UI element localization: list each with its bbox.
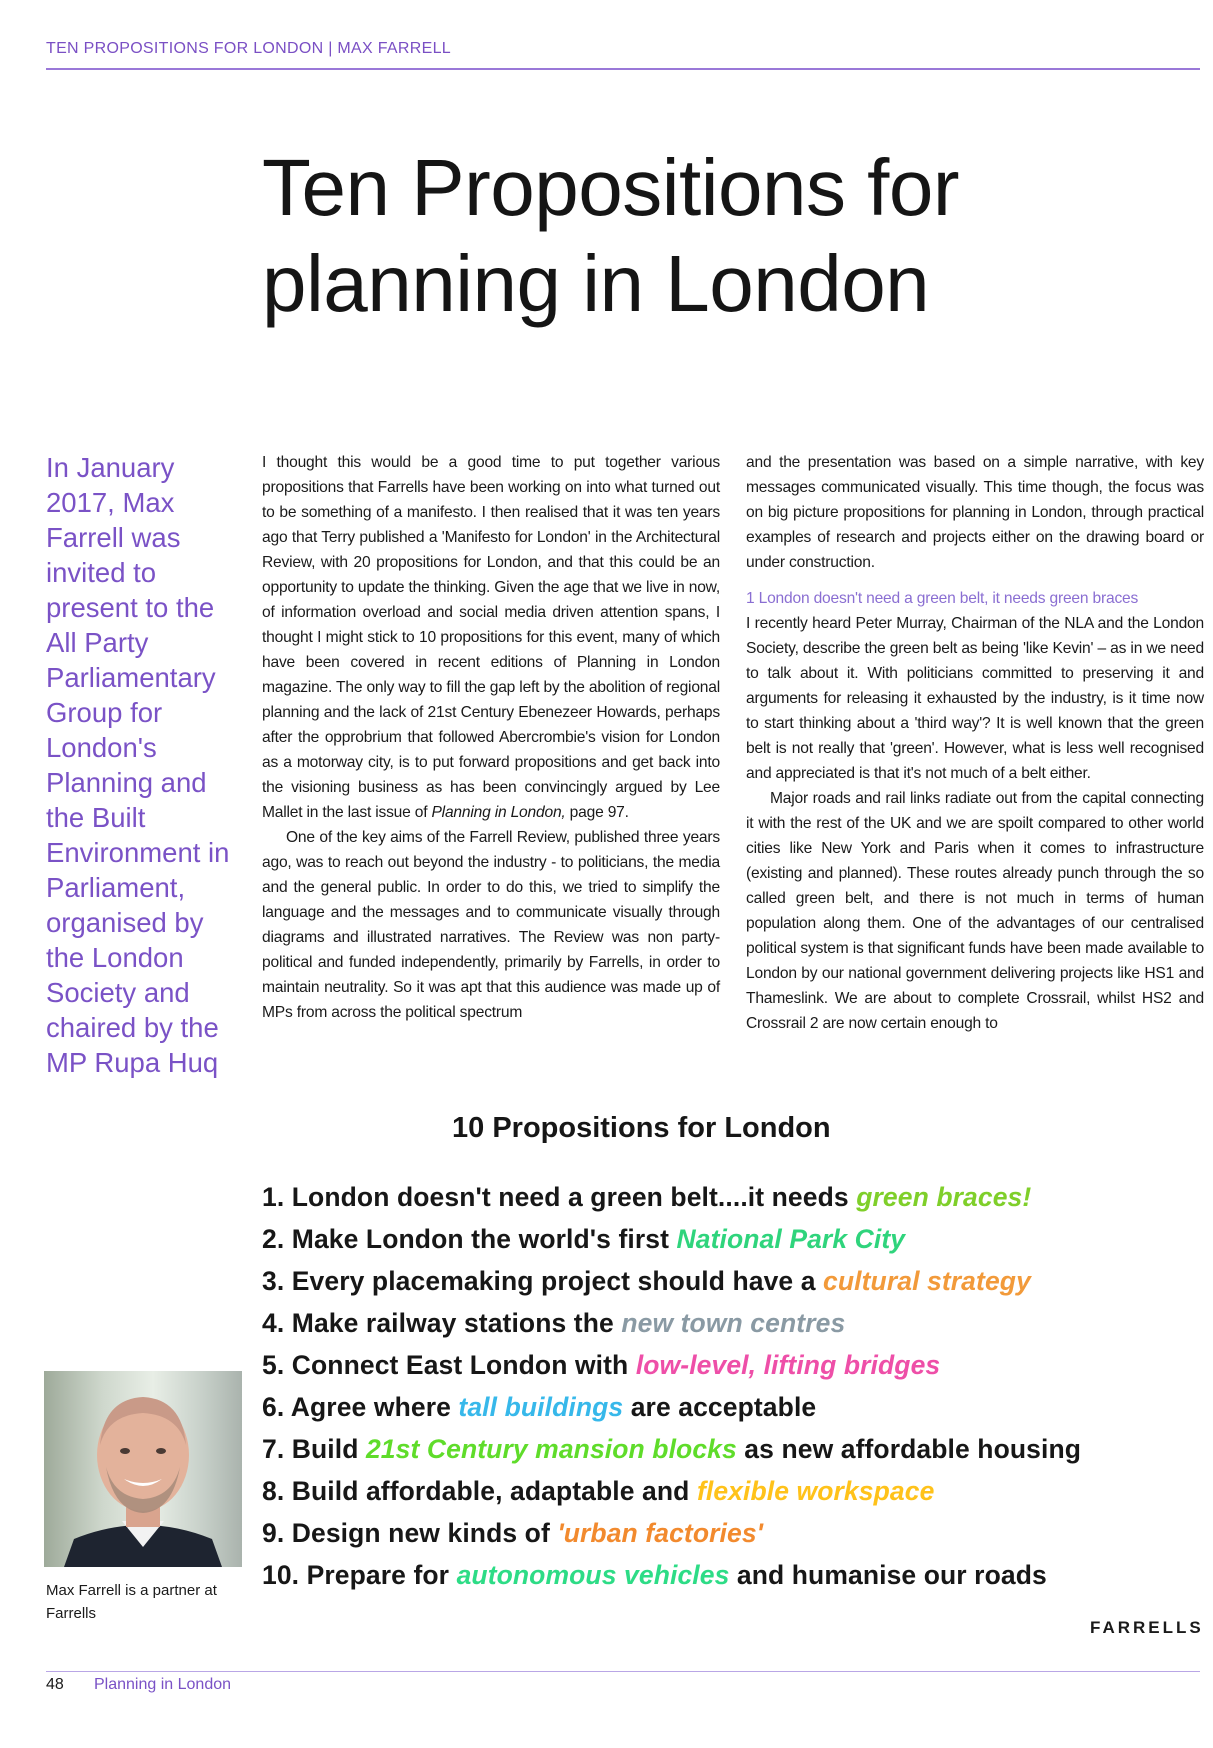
proposition-highlight: 21st Century mansion blocks	[365, 1434, 737, 1464]
farrells-logo: FARRELLS	[1090, 1618, 1204, 1637]
proposition-text: 9. Design new kinds of	[262, 1518, 558, 1548]
proposition-item	[262, 1302, 1182, 1344]
proposition-item	[262, 1428, 1182, 1470]
proposition-item	[262, 1386, 1182, 1428]
running-head: TEN PROPOSITIONS FOR LONDON | MAX FARRELL	[46, 40, 451, 57]
proposition-text: as new affordable housing	[736, 1434, 1082, 1464]
proposition-text: 4. Make railway stations the	[262, 1308, 622, 1338]
proposition-text: 1. London doesn't need a green belt....it needs	[262, 1182, 857, 1212]
paragraph: I recently heard Peter Murray, Chairman of the NLA and the London Society, describe the green belt as being 'like Kevin' – as in we need to talk about it. With politicians committed to preserving it and arguments for releasing it exhausted by the industry, is it time now to start thinking about a 'third way'? It is well known that the green belt is not really that 'green'. However, what is less well recognised and appreciated is that it's not much of a belt either.	[746, 615, 1204, 782]
proposition-item	[262, 1554, 1182, 1596]
proposition-text: 10. Prepare for	[262, 1560, 457, 1590]
proposition-text: 3. Every placemaking project should have a	[262, 1266, 824, 1296]
proposition-item	[262, 1512, 1182, 1554]
proposition-item	[262, 1470, 1182, 1512]
page-number: 48	[46, 1676, 64, 1693]
title-line-2: planning in London	[262, 239, 930, 328]
proposition-highlight: autonomous vehicles	[456, 1560, 730, 1590]
paragraph	[262, 450, 720, 825]
proposition-item	[262, 1260, 1182, 1302]
body-column-right	[746, 450, 1204, 1036]
proposition-highlight: National Park City	[676, 1224, 906, 1254]
proposition-item	[262, 1344, 1182, 1386]
magazine-name: Planning in London	[94, 1676, 232, 1693]
propositions-heading: 10 Propositions for London	[452, 1112, 831, 1144]
article-title	[262, 140, 1162, 332]
bottom-rule	[46, 1671, 1200, 1672]
body-column-left	[262, 450, 720, 1025]
proposition-highlight: low-level, lifting bridges	[635, 1350, 941, 1380]
proposition-highlight: new town centres	[621, 1308, 846, 1338]
proposition-text: 2. Make London the world's first	[262, 1224, 677, 1254]
proposition-text: 5. Connect East London with	[262, 1350, 636, 1380]
proposition-text: 8. Build affordable, adaptable and	[262, 1476, 697, 1506]
subheading: 1 London doesn't need a green belt, it needs green braces	[746, 590, 1139, 607]
proposition-highlight: cultural strategy	[823, 1266, 1031, 1296]
paragraph: and the presentation was based on a simple narrative, with key messages communicated visually. This time though, the focus was on big picture propositions for planning in London, through practical examples of research and projects either on the drawing board or under construction.	[746, 454, 1204, 571]
propositions-list	[262, 1176, 1182, 1596]
proposition-text: 7. Build	[262, 1434, 366, 1464]
proposition-item	[262, 1176, 1182, 1218]
proposition-highlight: green braces!	[856, 1182, 1032, 1212]
paragraph: Major roads and rail links radiate out from the capital connecting it with the rest of the UK and we are spoilt compared to other world cities like New York and Paris when it comes to infrastructure (existing and planned). These routes already punch through the so called green belt, and there is not much in terms of human population along them. One of the advantages of our centralised political system is that significant funds have been made available to London by our national government delivering projects like HS1 and Thameslink. We are about to complete Crossrail, whilst HS2 and Crossrail 2 are now certain enough to	[746, 790, 1204, 1032]
proposition-text: and humanise our roads	[729, 1560, 1047, 1590]
standfirst: In January 2017, Max Farrell was invited to present to the All Party Parliamentary Group for London's Planning and the Built Environment in Parliament, organised by the London Society and chaired by the MP Rupa Huq	[46, 452, 230, 1078]
portrait-image	[44, 1371, 242, 1567]
proposition-text: 6. Agree where	[262, 1392, 459, 1422]
proposition-item	[262, 1218, 1182, 1260]
paragraph: One of the key aims of the Farrell Review, published three years ago, was to reach out beyond the industry - to politicians, the media and the general public. In order to do this, we tried to simplify the language and the messages and to communicate visually through diagrams and illustrated narratives. The Review was non party-political and funded independently, primarily by Farrells, in order to maintain neutrality. So it was apt that this audience was made up of MPs from across the political spectrum	[262, 829, 720, 1021]
proposition-highlight: 'urban factories'	[557, 1518, 764, 1548]
proposition-highlight: flexible workspace	[696, 1476, 935, 1506]
author-photo	[44, 1371, 242, 1567]
top-rule	[46, 68, 1200, 70]
photo-caption: Max Farrell is a partner at Farrells	[46, 1582, 217, 1622]
title-line-1: Ten Propositions for	[262, 143, 960, 232]
magazine-reference: Planning in London,	[431, 804, 566, 821]
proposition-text: are acceptable	[623, 1392, 817, 1422]
proposition-highlight: tall buildings	[458, 1392, 624, 1422]
paragraph-text: I thought this would be a good time to put together various propositions that Farrells have been working on into what turned out to be something of a manifesto. I then realised that it was ten years ago that Terry published a 'Manifesto for London' in the Architectural Review, with 20 propositions for London, and that this could be an opportunity to update the thinking. Given the age that we live in now, of information overload and social media driven attention spans, I thought I might stick to 10 propositions for this event, many of which have been covered in recent editions of Planning in London magazine. The only way to fill the gap left by the abolition of regional planning and the lack of 21st Century Ebenezeer Howards, perhaps after the opprobrium that followed Abercrombie's vision for London as a motorway city, is to put forward propositions and get back into the visioning business as has been convincingly argued by Lee Mallet in the last issue of	[262, 454, 720, 821]
paragraph-text: page 97.	[565, 804, 629, 821]
